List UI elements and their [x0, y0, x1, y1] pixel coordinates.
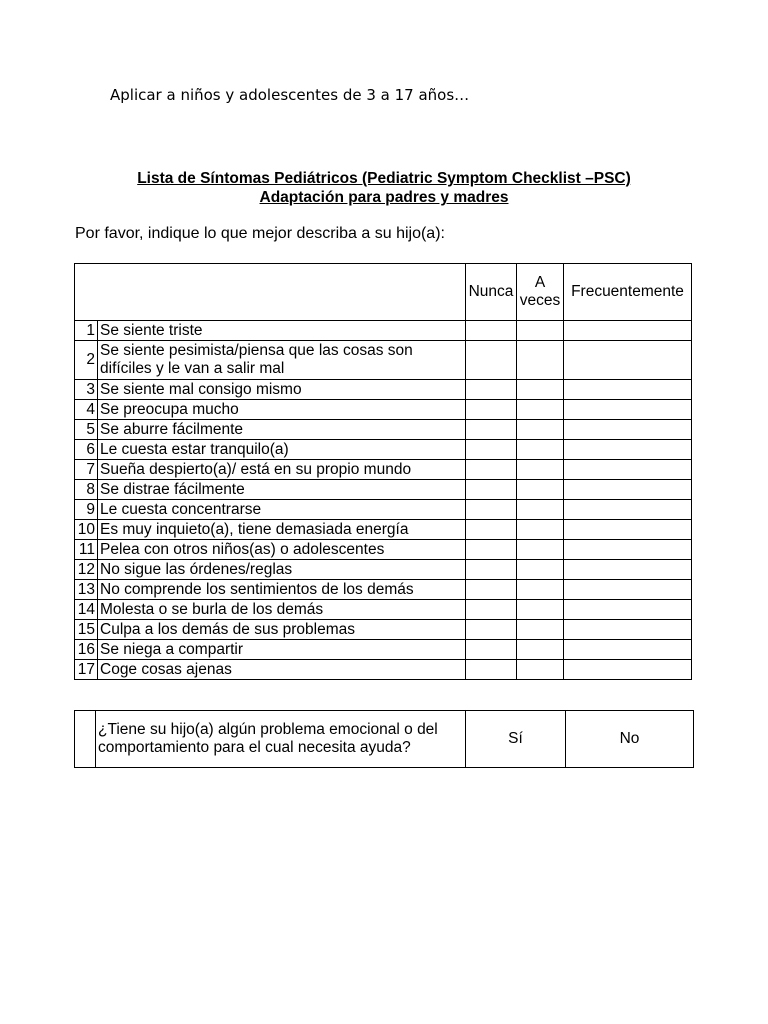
answer-a-veces-cell[interactable]	[517, 341, 564, 380]
answer-frecuentemente-cell[interactable]	[564, 420, 692, 440]
item-number: 7	[75, 460, 98, 480]
answer-nunca-cell[interactable]	[466, 460, 517, 480]
table-row	[75, 600, 692, 620]
item-text: Sueña despierto(a)/ está en su propio mundo	[98, 460, 466, 480]
answer-a-veces-cell[interactable]	[517, 640, 564, 660]
document-subtitle: Adaptación para padres y madres	[259, 189, 509, 206]
item-number: 2	[75, 341, 98, 380]
table-row	[75, 640, 692, 660]
answer-nunca-cell[interactable]	[466, 341, 517, 380]
item-number: 10	[75, 520, 98, 540]
answer-frecuentemente-cell[interactable]	[564, 500, 692, 520]
table-row	[75, 321, 692, 341]
intro-text: Aplicar a niños y adolescentes de 3 a 17 años…	[110, 86, 470, 104]
answer-frecuentemente-cell[interactable]	[564, 560, 692, 580]
answer-a-veces-cell[interactable]	[517, 520, 564, 540]
answer-a-veces-cell[interactable]	[517, 321, 564, 341]
table-row	[75, 500, 692, 520]
answer-frecuentemente-cell[interactable]	[564, 580, 692, 600]
answer-a-veces-cell[interactable]	[517, 500, 564, 520]
table-header-row	[75, 264, 692, 321]
answer-a-veces-cell[interactable]	[517, 400, 564, 420]
item-number: 12	[75, 560, 98, 580]
column-header-nunca: Nunca	[466, 264, 517, 321]
answer-frecuentemente-cell[interactable]	[564, 540, 692, 560]
table-row	[75, 480, 692, 500]
item-number: 13	[75, 580, 98, 600]
item-text: No sigue las órdenes/reglas	[98, 560, 466, 580]
table-row	[75, 380, 692, 400]
table-row	[75, 400, 692, 420]
item-text: Se siente triste	[98, 321, 466, 341]
answer-a-veces-cell[interactable]	[517, 560, 564, 580]
table-row	[75, 580, 692, 600]
answer-a-veces-cell[interactable]	[517, 480, 564, 500]
answer-frecuentemente-cell[interactable]	[564, 321, 692, 341]
answer-nunca-cell[interactable]	[466, 600, 517, 620]
followup-blank-cell	[75, 711, 96, 768]
item-text: Le cuesta estar tranquilo(a)	[98, 440, 466, 460]
item-text: Se aburre fácilmente	[98, 420, 466, 440]
header-blank-cell	[75, 264, 466, 321]
answer-nunca-cell[interactable]	[466, 480, 517, 500]
answer-frecuentemente-cell[interactable]	[564, 640, 692, 660]
answer-nunca-cell[interactable]	[466, 400, 517, 420]
answer-a-veces-cell[interactable]	[517, 540, 564, 560]
item-text: Se siente mal consigo mismo	[98, 380, 466, 400]
table-row	[75, 460, 692, 480]
answer-nunca-cell[interactable]	[466, 500, 517, 520]
column-header-frecuentemente: Frecuentemente	[564, 264, 692, 321]
table-row	[75, 540, 692, 560]
answer-nunca-cell[interactable]	[466, 620, 517, 640]
answer-a-veces-cell[interactable]	[517, 580, 564, 600]
item-text: Molesta o se burla de los demás	[98, 600, 466, 620]
answer-nunca-cell[interactable]	[466, 660, 517, 680]
table-row	[75, 660, 692, 680]
item-text: Coge cosas ajenas	[98, 660, 466, 680]
answer-frecuentemente-cell[interactable]	[564, 600, 692, 620]
item-text: Es muy inquieto(a), tiene demasiada energía	[98, 520, 466, 540]
item-number: 15	[75, 620, 98, 640]
answer-a-veces-cell[interactable]	[517, 380, 564, 400]
symptom-checklist-table	[74, 263, 692, 680]
item-number: 4	[75, 400, 98, 420]
instructions: Por favor, indique lo que mejor describa a su hijo(a):	[75, 225, 445, 242]
answer-frecuentemente-cell[interactable]	[564, 400, 692, 420]
table-row	[75, 440, 692, 460]
answer-frecuentemente-cell[interactable]	[564, 380, 692, 400]
item-text: Se siente pesimista/piensa que las cosas son difíciles y le van a salir mal	[98, 341, 466, 380]
answer-frecuentemente-cell[interactable]	[564, 620, 692, 640]
answer-frecuentemente-cell[interactable]	[564, 520, 692, 540]
item-text: No comprende los sentimientos de los demás	[98, 580, 466, 600]
answer-a-veces-cell[interactable]	[517, 660, 564, 680]
table-row	[75, 620, 692, 640]
item-number: 16	[75, 640, 98, 660]
answer-frecuentemente-cell[interactable]	[564, 480, 692, 500]
followup-row	[75, 711, 694, 768]
answer-a-veces-cell[interactable]	[517, 420, 564, 440]
answer-nunca-cell[interactable]	[466, 540, 517, 560]
item-text: Culpa a los demás de sus problemas	[98, 620, 466, 640]
item-text: Se distrae fácilmente	[98, 480, 466, 500]
answer-nunca-cell[interactable]	[466, 560, 517, 580]
item-number: 5	[75, 420, 98, 440]
item-text: Pelea con otros niños(as) o adolescentes	[98, 540, 466, 560]
answer-no-cell[interactable]: No	[566, 711, 694, 768]
item-number: 9	[75, 500, 98, 520]
answer-a-veces-cell[interactable]	[517, 440, 564, 460]
answer-a-veces-cell[interactable]	[517, 460, 564, 480]
answer-frecuentemente-cell[interactable]	[564, 341, 692, 380]
item-text: Se niega a compartir	[98, 640, 466, 660]
document-title: Lista de Síntomas Pediátricos (Pediatric Symptom Checklist –PSC)	[137, 170, 631, 187]
followup-question: ¿Tiene su hijo(a) algún problema emocional o del comportamiento para el cual necesita ayuda?	[96, 711, 466, 768]
table-row	[75, 560, 692, 580]
item-number: 3	[75, 380, 98, 400]
answer-nunca-cell[interactable]	[466, 420, 517, 440]
answer-nunca-cell[interactable]	[466, 440, 517, 460]
item-number: 8	[75, 480, 98, 500]
table-row	[75, 420, 692, 440]
item-number: 11	[75, 540, 98, 560]
column-header-a-veces: A veces	[517, 264, 564, 321]
answer-nunca-cell[interactable]	[466, 380, 517, 400]
answer-frecuentemente-cell[interactable]	[564, 460, 692, 480]
item-number: 1	[75, 321, 98, 341]
answer-nunca-cell[interactable]	[466, 321, 517, 341]
answer-frecuentemente-cell[interactable]	[564, 660, 692, 680]
item-text: Le cuesta concentrarse	[98, 500, 466, 520]
answer-nunca-cell[interactable]	[466, 580, 517, 600]
answer-nunca-cell[interactable]	[466, 520, 517, 540]
answer-a-veces-cell[interactable]	[517, 620, 564, 640]
table-row	[75, 341, 692, 380]
followup-table	[74, 710, 694, 768]
answer-frecuentemente-cell[interactable]	[564, 440, 692, 460]
item-number: 6	[75, 440, 98, 460]
item-number: 14	[75, 600, 98, 620]
item-number: 17	[75, 660, 98, 680]
answer-yes-cell[interactable]: Sí	[466, 711, 566, 768]
item-text: Se preocupa mucho	[98, 400, 466, 420]
table-row	[75, 520, 692, 540]
answer-nunca-cell[interactable]	[466, 640, 517, 660]
answer-a-veces-cell[interactable]	[517, 600, 564, 620]
